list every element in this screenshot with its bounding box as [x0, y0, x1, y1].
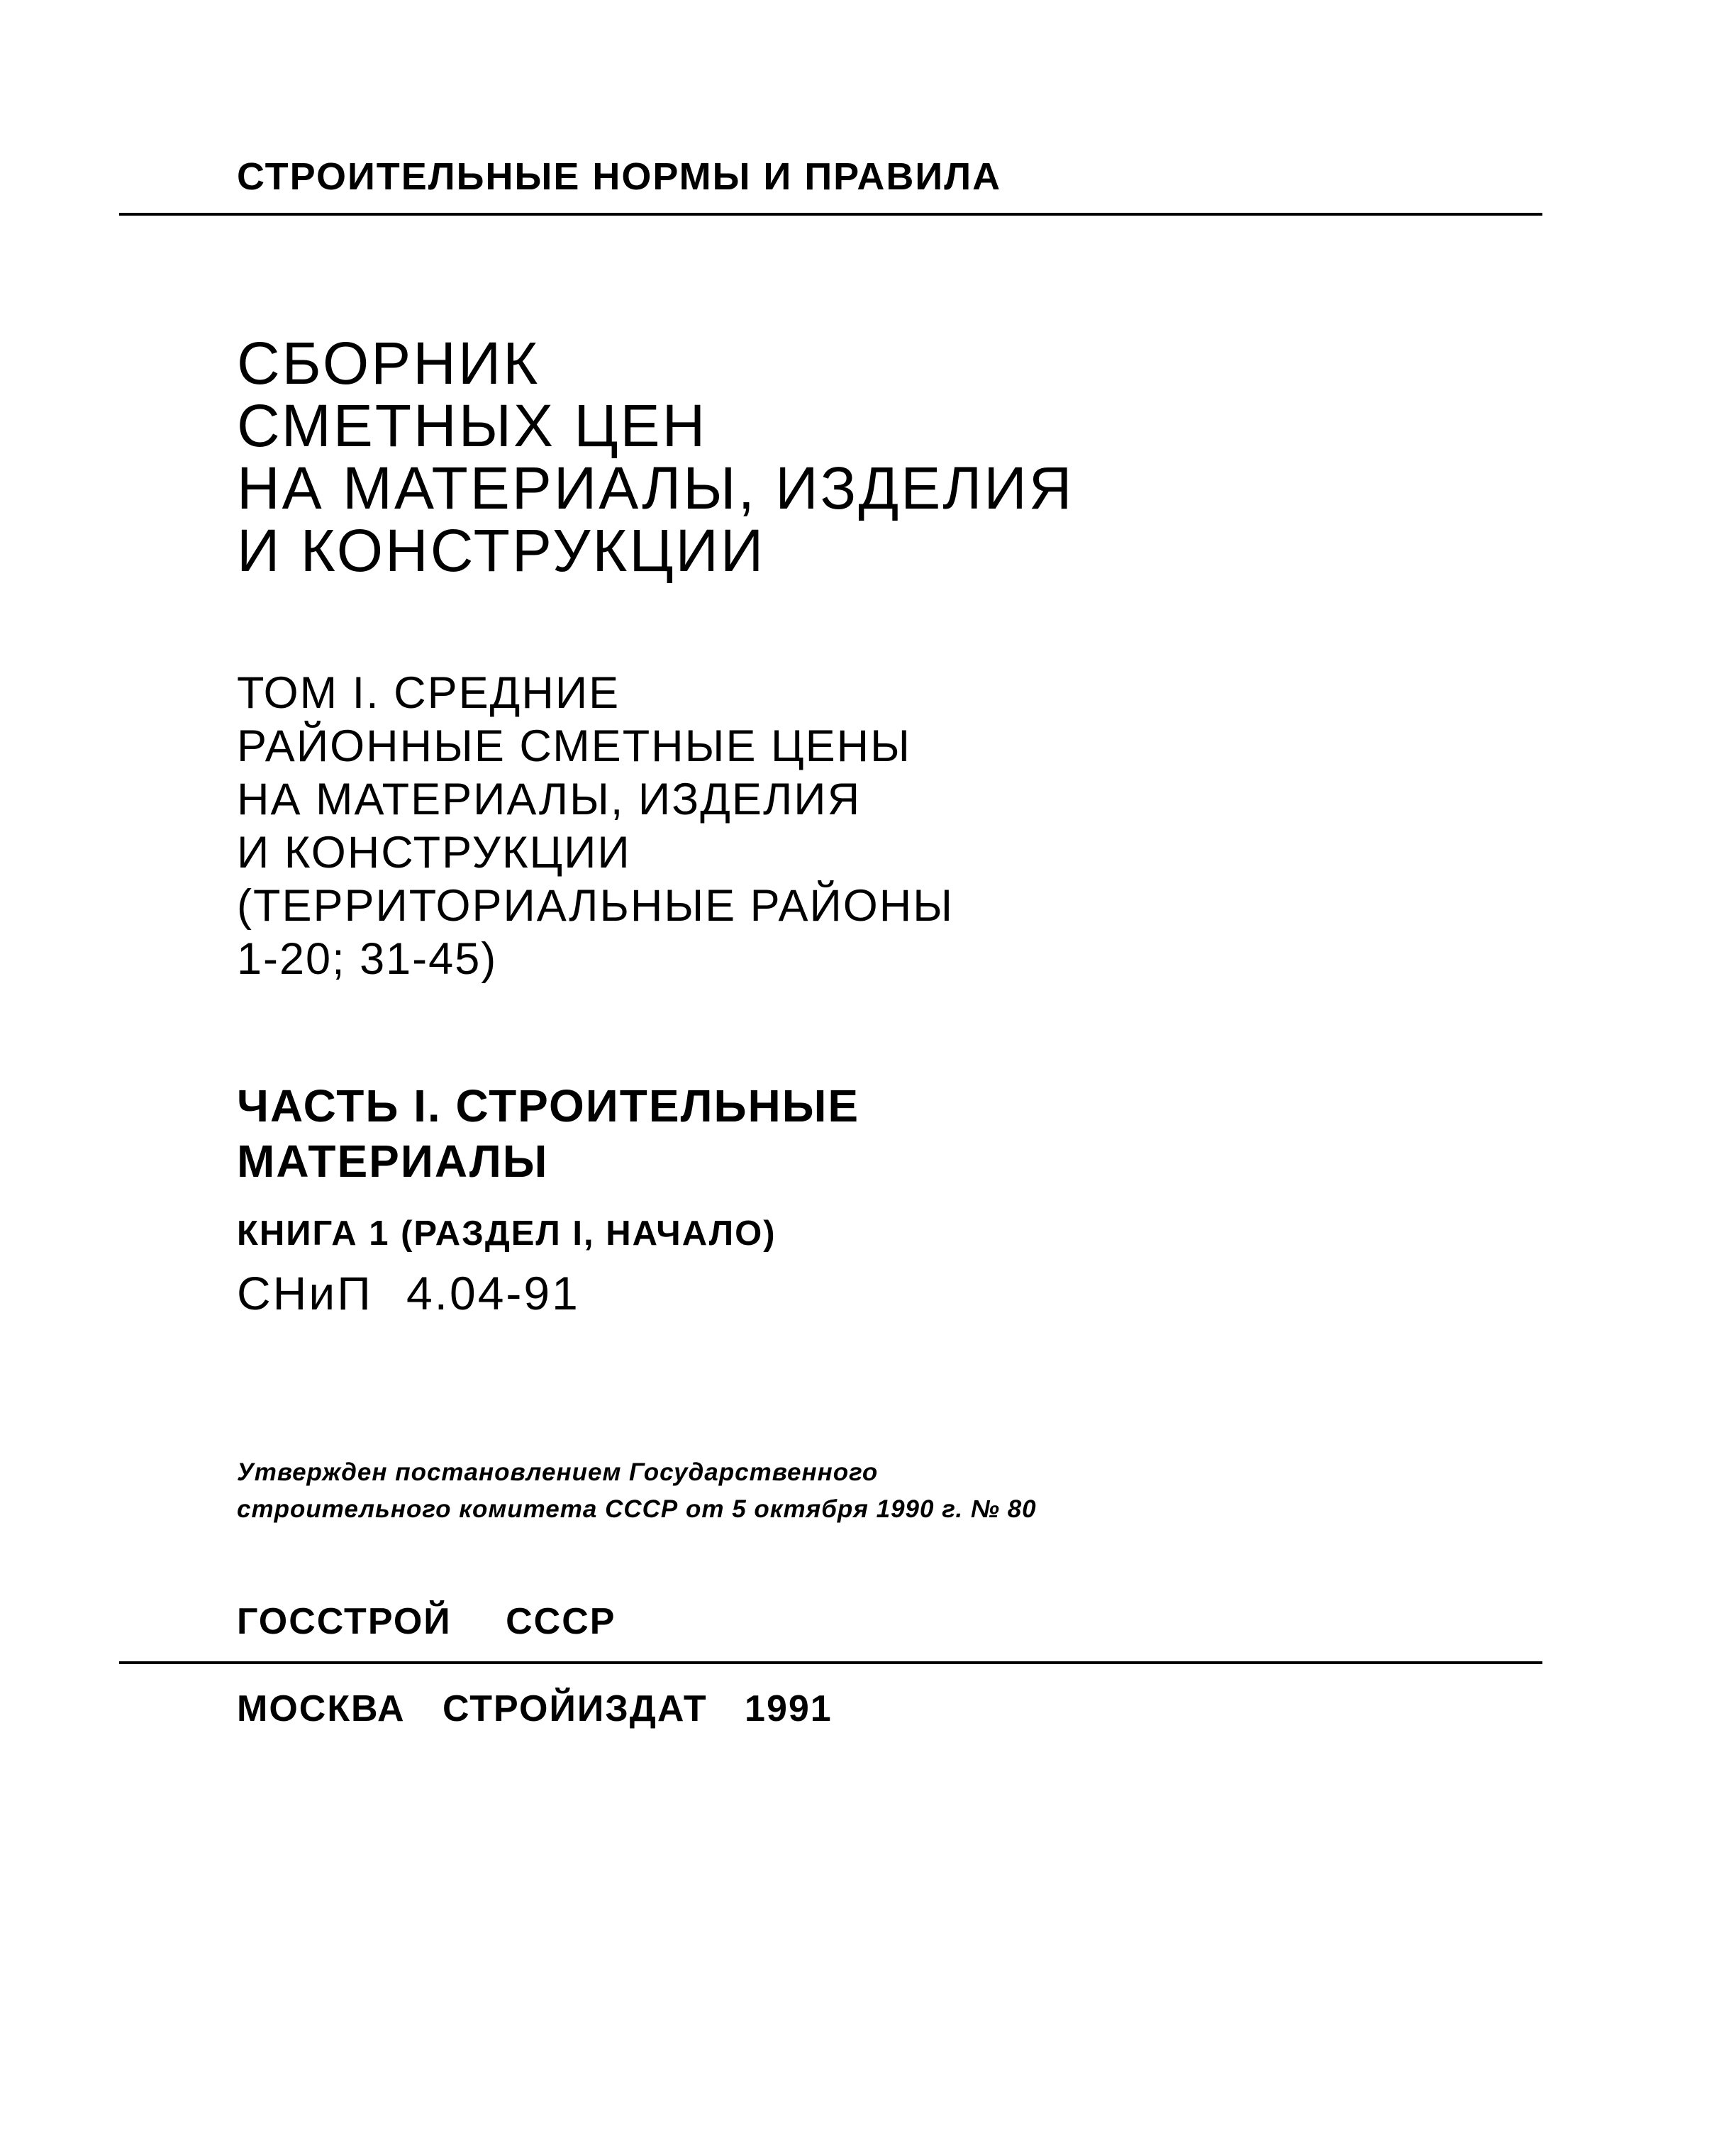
approval-line: Утвержден постановлением Государственного	[237, 1458, 879, 1486]
bottom-divider	[119, 1661, 1542, 1664]
snip-code: СНиП 4.04-91	[237, 1267, 580, 1319]
volume-title-line: (ТЕРРИТОРИАЛЬНЫЕ РАЙОНЫ	[237, 881, 955, 931]
approval-line: строительного комитета СССР от 5 октября 1990 г. № 80	[237, 1495, 1037, 1523]
volume-title-line: ТОМ I. СРЕДНИЕ	[237, 668, 621, 718]
part-title	[237, 1078, 859, 1189]
main-title-line: СМЕТНЫХ ЦЕН	[237, 392, 708, 459]
approval-note	[237, 1454, 1037, 1528]
imprint: МОСКВА СТРОЙИЗДАТ 1991	[237, 1688, 833, 1729]
top-divider	[119, 213, 1542, 216]
book-designation: КНИГА 1 (РАЗДЕЛ I, НАЧАЛО)	[237, 1214, 777, 1253]
volume-title-line: 1-20; 31-45)	[237, 934, 498, 984]
series-header: СТРОИТЕЛЬНЫЕ НОРМЫ И ПРАВИЛА	[237, 155, 1002, 198]
main-title-line: НА МАТЕРИАЛЫ, ИЗДЕЛИЯ	[237, 455, 1074, 521]
volume-title-line: РАЙОННЫЕ СМЕТНЫЕ ЦЕНЫ	[237, 721, 911, 771]
volume-title-line: НА МАТЕРИАЛЫ, ИЗДЕЛИЯ	[237, 775, 862, 824]
volume-title	[237, 667, 954, 986]
part-title-line: ЧАСТЬ I. СТРОИТЕЛЬНЫЕ	[237, 1080, 860, 1131]
publisher-organization: ГОССТРОЙ СССР	[237, 1601, 616, 1642]
main-title-line: СБОРНИК	[237, 330, 540, 397]
main-title-line: И КОНСТРУКЦИИ	[237, 517, 766, 584]
volume-title-line: И КОНСТРУКЦИИ	[237, 828, 631, 877]
main-title	[237, 332, 1074, 582]
part-title-line: МАТЕРИАЛЫ	[237, 1136, 549, 1187]
